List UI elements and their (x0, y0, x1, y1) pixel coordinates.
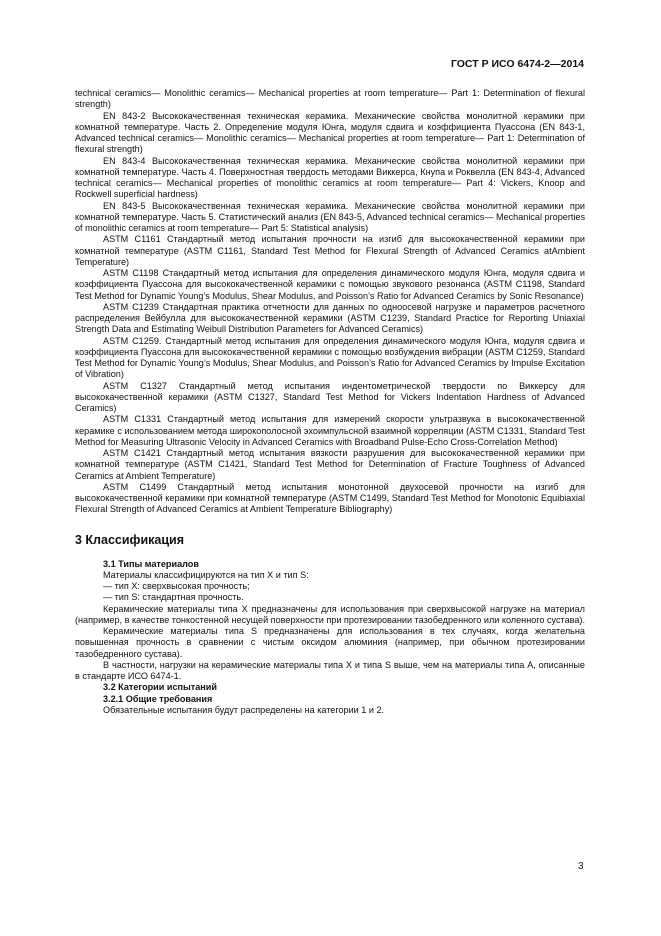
reference-entry: technical ceramics— Monolithic ceramics— Mechanical properties at room temperature— Part 1: Determination of flexural strength) (75, 88, 585, 110)
references-list (75, 88, 585, 516)
standard-header: ГОСТ Р ИСО 6474-2—2014 (450, 58, 584, 70)
paragraph: Материалы классифицируются на тип X и тип S: (103, 569, 309, 580)
paragraph: Керамические материалы типа S предназначены для использования в тех случаях, когда желательна повышенная прочность в сравнении с чистым оксидом алюминия (например, при обычном протезировании тазобедренного сустава). (75, 626, 585, 659)
document-body (75, 88, 585, 716)
subsection-heading: 3.1 Типы материалов (103, 558, 199, 569)
page-number: 3 (578, 861, 584, 872)
reference-entry: ASTM C1259. Стандартный метод испытания для определения динамического модуля Юнга, модуля сдвига и коэффициента Пуассона для высококачественной керамики с помощью возбуждения вибрации (ASTM C1259, Standard Test Method for Dynamic Young’s Modulus, Shear Modulus, and Poisson’s Ratio for Advanced Ceramics by Impulse Excitation of Vibration) (75, 335, 585, 380)
reference-entry: ASTM C1239 Стандартная практика отчетности для данных по одноосевой нагрузке и параметров расчетного распределения Вейбулла для высококачественной керамики (ASTM C1239, Standard Practice for Reporting Uniaxial Strength Data and Estimating Weibull Distribution Parameters for Advanced Ceramics) (75, 301, 585, 335)
reference-entry: ASTM C1499 Стандартный метод испытания монотонной двухосевой прочности на изгиб для высококачественной керамики при комнатной температуре (ASTM C1499, Standard Test Method for Monotonic Equibiaxial Flexural Strength of Advanced Ceramics at Ambient Temperature Bibliography) (75, 481, 585, 515)
reference-entry: EN 843-4 Высококачественная техническая керамика. Механические свойства монолитной керамики при комнатной температуре. Часть 4. Поверхностная твердость методами Виккерса, Кнупа и Роквелла (EN 843-4, Advanced technical ceramics— Mechanical properties of monolithic ceramics at room temperature— Part 4: Vickers, Knoop and Rockwell superficial hardness) (75, 155, 585, 200)
list-item: — тип S: стандартная прочность. (103, 592, 244, 603)
subsection-heading: 3.2.1 Общие требования (103, 693, 213, 704)
reference-entry: ASTM C1327 Стандартный метод испытания индентометрической твердости по Виккерсу для высококачественной керамики (ASTM C1327, Standard Test Method for Vickers Indentation Hardness of Advanced Ceramics) (75, 380, 585, 413)
reference-entry: EN 843-2 Высококачественная техническая керамика. Механические свойства монолитной керамики при комнатной температуре. Часть 2. Определение модуля Юнга, модуля сдвига и коэффициента Пуассона (EN 843-1, Advanced technical ceramics— Monolithic ceramics— Mechanical properties at room temperature— Part 1: Determination of flexural strength) (75, 110, 585, 155)
reference-entry: ASTM C1421 Стандартный метод испытания вязкости разрушения для высококачественной керамики при комнатной температуре (ASTM C1421, Standard Test Method for Determination of Fracture Toughness of Advanced Ceramics at Ambient Temperature) (75, 448, 585, 481)
paragraph: Обязательные испытания будут распределены на категории 1 и 2. (103, 704, 385, 715)
reference-entry: EN 843-5 Высококачественная техническая керамика. Механические свойства монолитной керамики при комнатной температуре. Часть 5. Статистический анализ (EN 843-5, Advanced technical ceramics— Mechanical properties of monolithic ceramics at room temperature— Part 5: Statistical analysis) (75, 200, 585, 233)
list-item: — тип X: сверхвысокая прочность; (103, 581, 250, 591)
reference-entry: ASTM C1331 Стандартный метод испытания для измерений скорости ультразвука в высококачественной керамике с использованием метода широкополосной эхоимпульсной взаимной корреляции (ASTM C1331, Standard Test Method for Measuring Ultrasonic Velocity in Advanced Ceramics with Broadband Pulse-Echo Cross-Correlation Method) (75, 414, 585, 447)
subsection-heading: 3.2 Категории испытаний (103, 682, 217, 693)
paragraph: В частности, нагрузки на керамические материалы типа X и типа S выше, чем на материалы типа A, описанные в стандарте ИСО 6474-1. (75, 659, 585, 681)
reference-entry: ASTM C1161 Стандартный метод испытания прочности на изгиб для высококачественной керамики при комнатной температуре (ASTM C1161, Standard Test Method for Flexural Strength of Advanced Ceramics atAmbient Temperature) (75, 234, 585, 267)
section-heading: 3 Классификация (75, 532, 185, 547)
reference-entry: ASTM C1198 Стандартный метод испытания для определения динамического модуля Юнга, модуля сдвига и коэффициента Пуассона для высококачественной керамики с помощью звукового резонанса (ASTM C1198, Standard Test Method for Dynamic Young’s Modulus, Shear Modulus, and Poisson’s Ratio for Advanced Ceramics by Sonic Resonance) (75, 268, 585, 301)
paragraph: Керамические материалы типа X предназначены для использования при сверхвысокой нагрузке на материал (например, в качестве тонкостенной несущей поверхности при протезировании тазобедренного или коленного сустава). (75, 603, 585, 625)
